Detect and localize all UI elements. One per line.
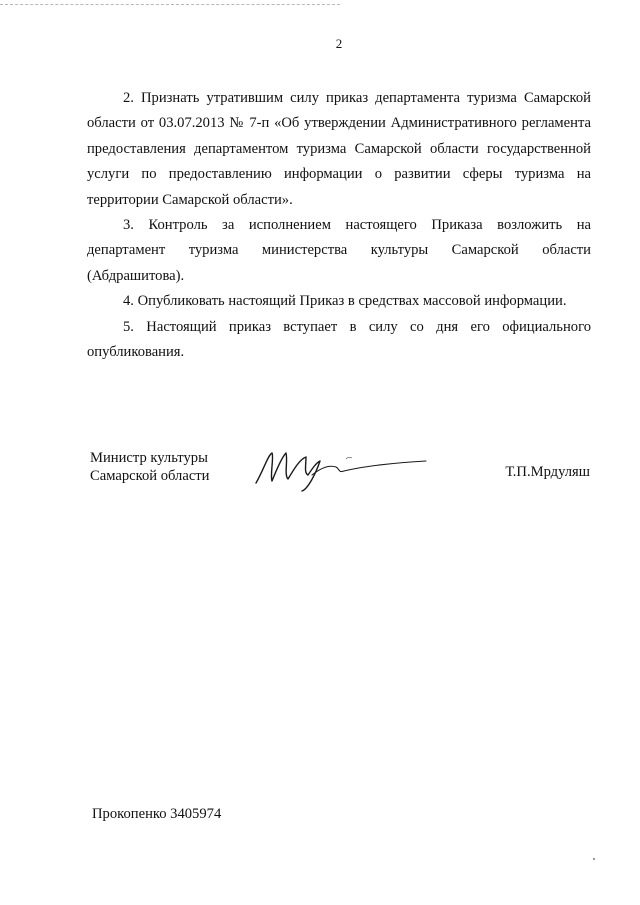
signatory-title-line2: Самарской области [90,468,210,484]
paragraph-4: 4. Опубликовать настоящий Приказ в средствах массовой информации. [123,293,567,310]
signatory-title [90,449,210,485]
signatory-name: Т.П.Мрдуляш [505,464,590,480]
signatory-title-line1: Министр культуры [90,450,208,466]
paragraph-2: 2. Признать утратившим силу приказ департамента туризма Самарской области от 03.07.2013 № 7-п «Об утверждении Административного регламента предоставления департаментом туризма Самарской области государственной услуги по предоставлению информации о развитии сферы туризма на территории Самарской области». [87,90,591,208]
document-body [87,86,591,365]
signature-block [90,449,590,499]
scan-speck [593,858,595,860]
scan-top-edge [0,4,340,5]
paragraph-5: 5. Настоящий приказ вступает в силу со дня его официального опубликования. [87,318,591,361]
handwritten-signature [250,445,430,493]
page-number: 2 [335,36,343,51]
paragraph-3: 3. Контроль за исполнением настоящего Приказа возложить на департамент туризма министерства культуры Самарской области (Абдрашитова). [87,217,591,284]
executor-contact: Прокопенко 3405974 [92,806,222,822]
